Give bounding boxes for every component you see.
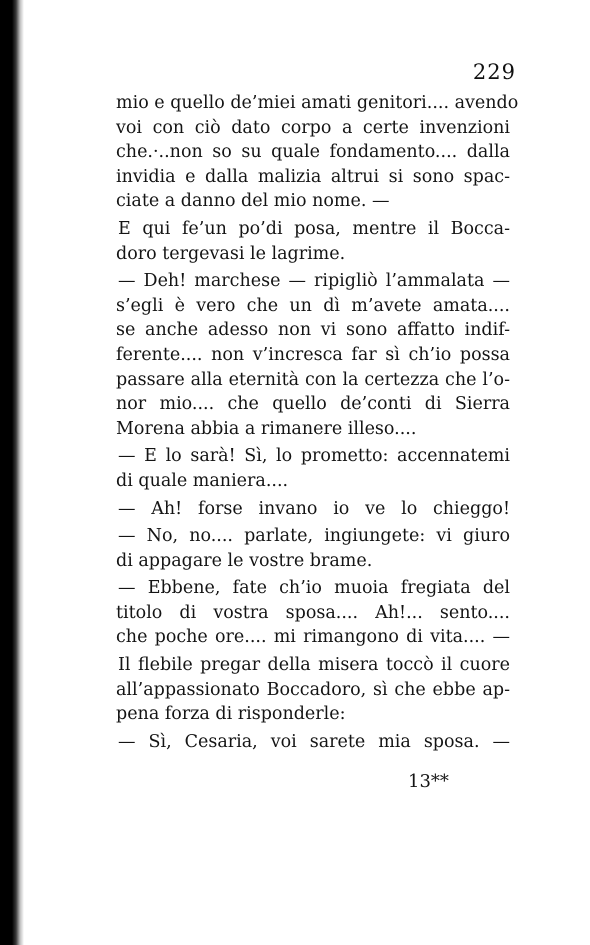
text-line: mio e quello de’miei amati genitori.... avendo [116, 93, 519, 113]
text-line: Morena abbia a rimanere illeso.... [116, 418, 417, 439]
text-line: voi con ciò dato corpo a certe invenzioni [116, 117, 510, 138]
text-line: di quale maniera.... [116, 470, 289, 491]
text-line: — Ah! forse invano io ve lo chieggo! [118, 498, 510, 519]
text-line: che poche ore.... mi rimangono di vita.... — [116, 627, 510, 648]
text-line: — Ebbene, fate ch’io muoia fregiata del [118, 578, 510, 599]
text-line: E qui fe’un po’di posa, mentre il Bocca- [118, 218, 510, 239]
text-line: ciate a danno del mio nome. — [116, 191, 390, 212]
text-line: — No, no.... parlate, ingiungete: vi giuro [118, 526, 510, 547]
text-line: — Sì, Cesaria, voi sarete mia sposa. — [118, 731, 510, 752]
text-line: pena forza di risponderle: [116, 704, 346, 725]
text-line: di appagare le vostre brame. [116, 550, 373, 571]
signature-mark: 13** [408, 771, 449, 792]
page-edge-shadow [0, 0, 24, 945]
text-line: titolo di vostra sposa.... Ah!... sento.... [116, 602, 510, 623]
text-line: se anche adesso non vi sono affatto indif- [116, 320, 510, 341]
text-line: passare alla eternità con la certezza che l’o- [116, 369, 510, 390]
text-line: — E lo sarà! Sì, lo prometto: accennatemi [118, 446, 510, 467]
text-line: invidia e dalla malizia altrui si sono spac- [116, 166, 510, 187]
text-line: — Deh! marchese — ripigliò l’ammalata — [118, 271, 510, 292]
text-line: che.·..non so su quale fondamento.... dalla [116, 142, 510, 163]
page-number: 229 [472, 60, 516, 84]
body-text [116, 91, 519, 754]
text-line: ferente.... non v’incresca far sì ch’io possa [116, 344, 510, 365]
text-line: Il flebile pregar della misera toccò il cuore [118, 655, 510, 676]
text-line: doro tergevasi le lagrime. [116, 243, 346, 264]
text-line: s’egli è vero che un dì m’avete amata.... [116, 295, 510, 316]
text-line: nor mio.... che quello de’conti di Sierra [116, 394, 510, 415]
text-line: all’appassionato Boccadoro, sì che ebbe ap- [116, 679, 510, 700]
